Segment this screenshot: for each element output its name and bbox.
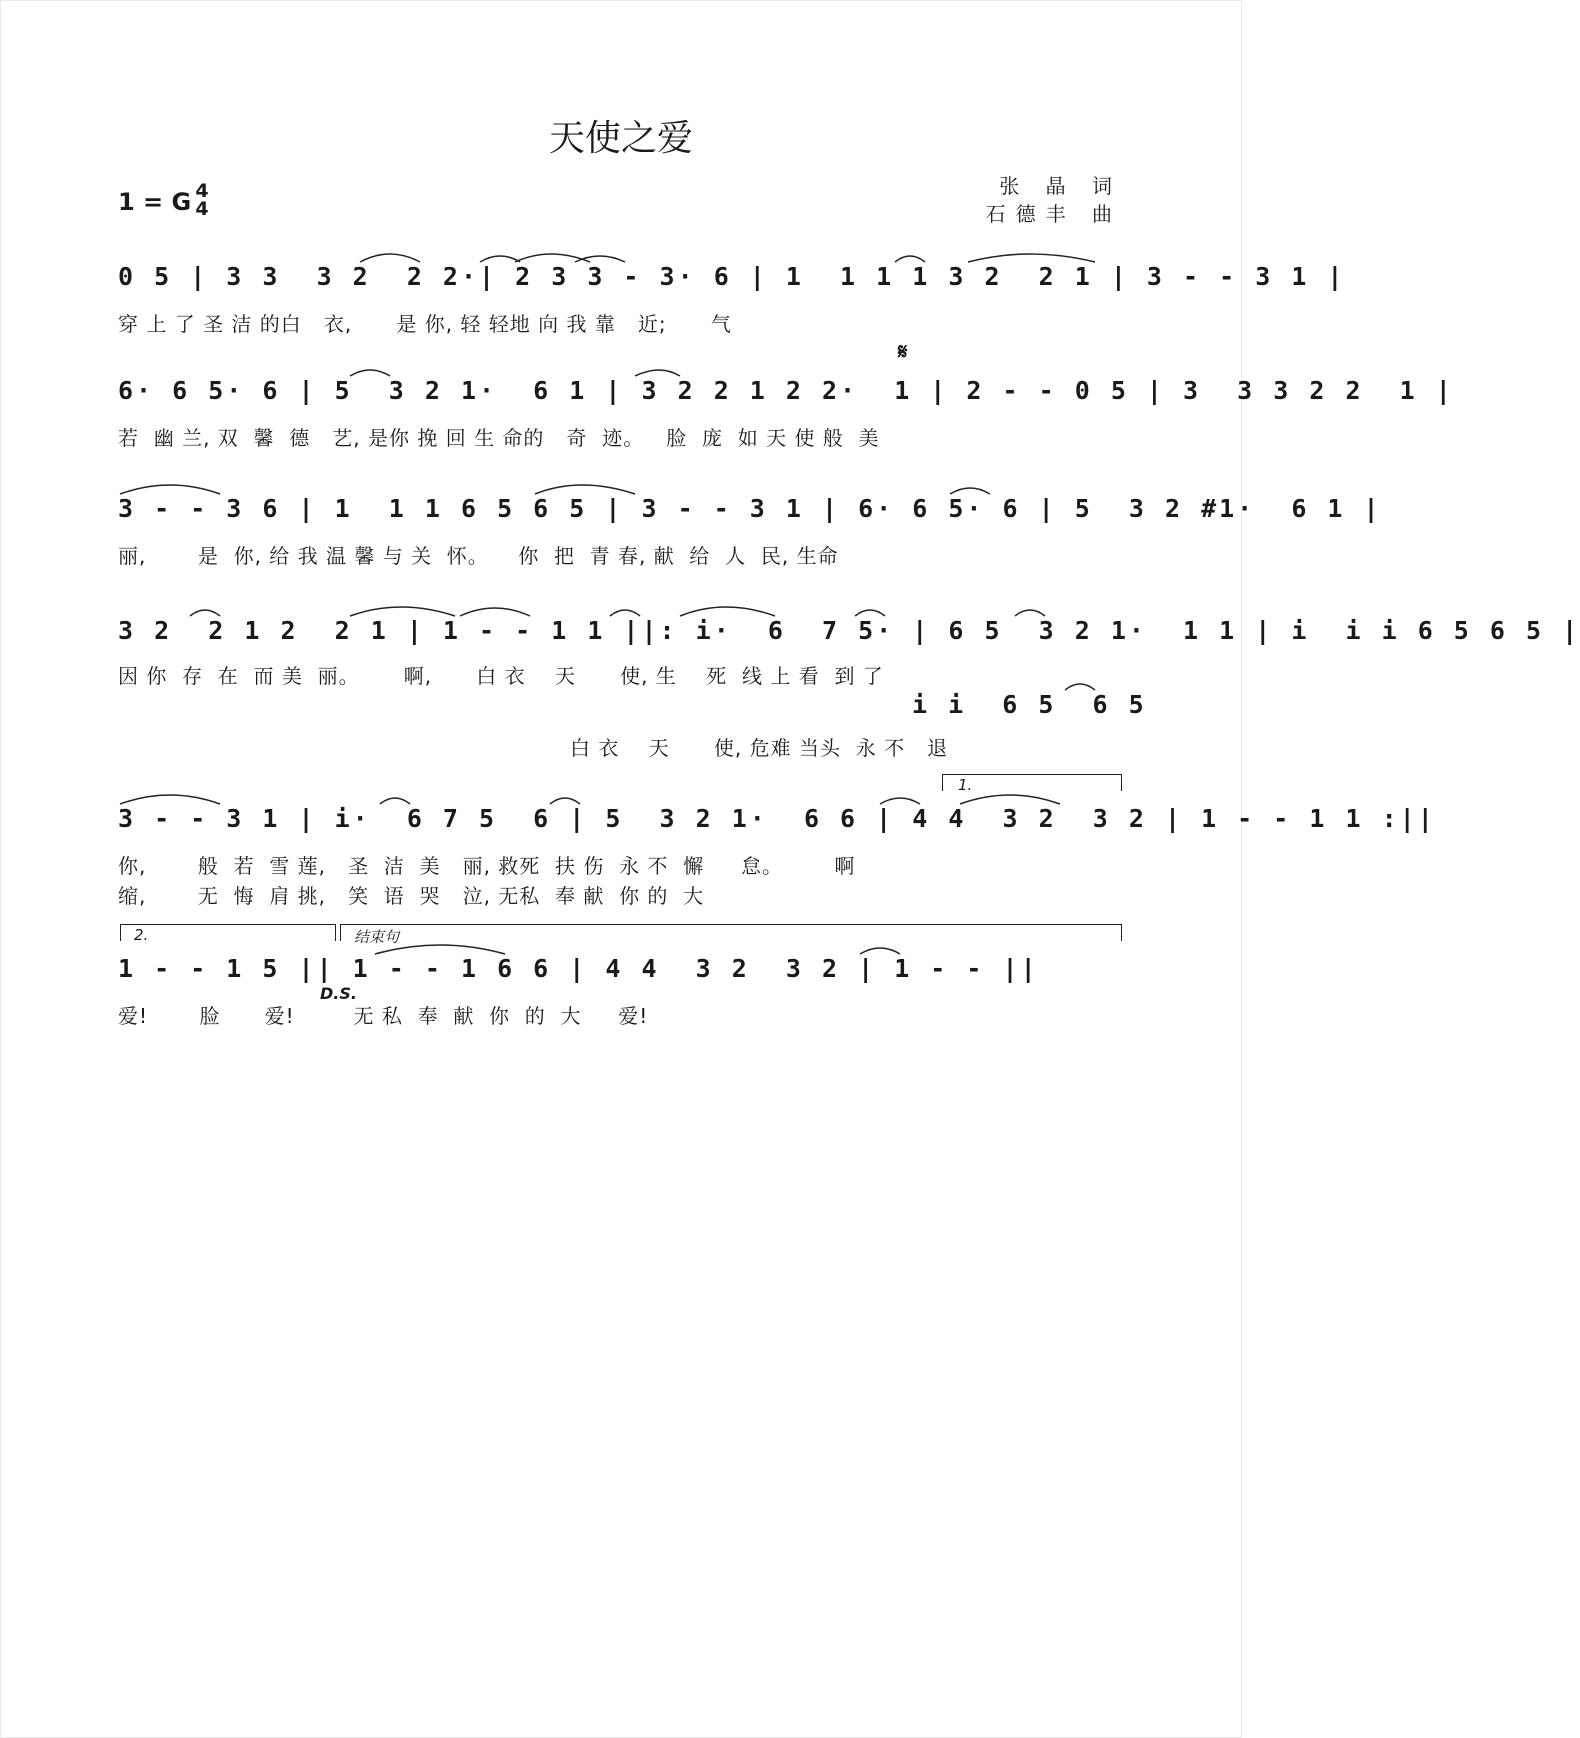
- slur: [350, 607, 455, 616]
- slur: [968, 254, 1095, 262]
- slur: [960, 795, 1060, 804]
- slur: [950, 488, 990, 494]
- notation-line-4-alt: i i 6 5 6 5: [912, 690, 1147, 719]
- lyrics-line-5b: 缩, 无 悔 肩 挑, 笑 语 哭 泣, 无私 奉 献 你 的 大: [118, 884, 705, 908]
- slur: [460, 608, 530, 616]
- slur: [575, 256, 625, 262]
- slur: [1065, 684, 1095, 690]
- notation-line-4: 3 2 2 1 2 2 1 | 1 - - 1 1 ||: i· 6 7 5· | 6 5 3 2 1· 1 1 | i i i 6 5 6 5 |: [118, 616, 1580, 645]
- slur: [895, 256, 925, 262]
- song-title: 天使之爱: [548, 118, 693, 159]
- lyricist-credit: 张 晶 词: [999, 174, 1122, 198]
- time-signature-top: 4: [195, 180, 209, 202]
- ds-marker: D.S.: [320, 984, 357, 1003]
- notation-line-6: 1 - - 1 5 || 1 - - 1 6 6 | 4 4 3 2 3 2 | 1 - - ||: [118, 954, 1039, 983]
- slur: [375, 945, 505, 954]
- slur: [190, 610, 220, 616]
- notation-line-2: 6· 6 5· 6 | 5 3 2 1· 6 1 | 3 2 2 1 2 2· 1 | 2 - - 0 5 | 3 3 3 2 2 1 |: [118, 376, 1454, 405]
- composer-credit: 石德丰 曲: [985, 202, 1122, 226]
- slur: [1015, 610, 1045, 616]
- slur: [535, 485, 635, 494]
- slur: [880, 798, 920, 804]
- lyrics-line-4: 因 你 存 在 而 美 丽。 啊, 白 衣 天 使, 生 死 线 上 看 到 了: [118, 664, 884, 688]
- slur: [380, 798, 410, 804]
- lyrics-line-6: 爱! 脸 爱! 无 私 奉 献 你 的 大 爱!: [118, 1004, 649, 1028]
- lyrics-line-1: 穿 上 了 圣 洁 的白 衣, 是 你, 轻 轻地 向 我 靠 近; 气: [118, 312, 732, 336]
- slur: [480, 256, 520, 262]
- slur: [860, 948, 900, 954]
- time-signature-bottom: 4: [195, 198, 209, 220]
- slur: [635, 370, 680, 376]
- notation-line-1: 0 5 | 3 3 3 2 2 2·| 2 3 3 - 3· 6 | 1 1 1 1 3 2 2 1 | 3 - - 3 1 |: [118, 262, 1346, 291]
- slur: [350, 370, 390, 376]
- second-ending-label: 2.: [134, 926, 149, 944]
- lyrics-line-3: 丽, 是 你, 给 我 温 馨 与 关 怀。 你 把 青 春, 献 给 人 民, 生命: [118, 544, 839, 568]
- coda-label: 结束句: [354, 928, 400, 946]
- lyrics-line-5a: 你, 般 若 雪 莲, 圣 洁 美 丽, 救死 扶 伤 永 不 懈 怠。 啊: [118, 854, 856, 878]
- slur: [610, 610, 640, 616]
- slur: [550, 798, 580, 804]
- slur: [360, 254, 420, 262]
- slur: [680, 607, 775, 616]
- lyrics-line-2: 若 幽 兰, 双 馨 德 艺, 是你 挽 回 生 命的 奇 迹。 脸 庞 如 天 使 般 美: [118, 426, 880, 450]
- slur: [120, 795, 220, 804]
- lyrics-line-4-alt: 白 衣 天 使, 危难 当头 永 不 退: [570, 736, 949, 760]
- segno-mark: 𝄋: [898, 340, 908, 365]
- slur: [120, 485, 220, 494]
- slur: [855, 610, 885, 616]
- notation-line-3: 3 - - 3 6 | 1 1 1 6 5 6 5 | 3 - - 3 1 | 6· 6 5· 6 | 5 3 2 #1· 6 1 |: [118, 494, 1382, 523]
- key-signature: 1 = G: [118, 188, 192, 216]
- first-ending-label: 1.: [958, 776, 973, 794]
- notation-line-5: 3 - - 3 1 | i· 6 7 5 6 | 5 3 2 1· 6 6 | 4 4 3 2 3 2 | 1 - - 1 1 :||: [118, 804, 1436, 833]
